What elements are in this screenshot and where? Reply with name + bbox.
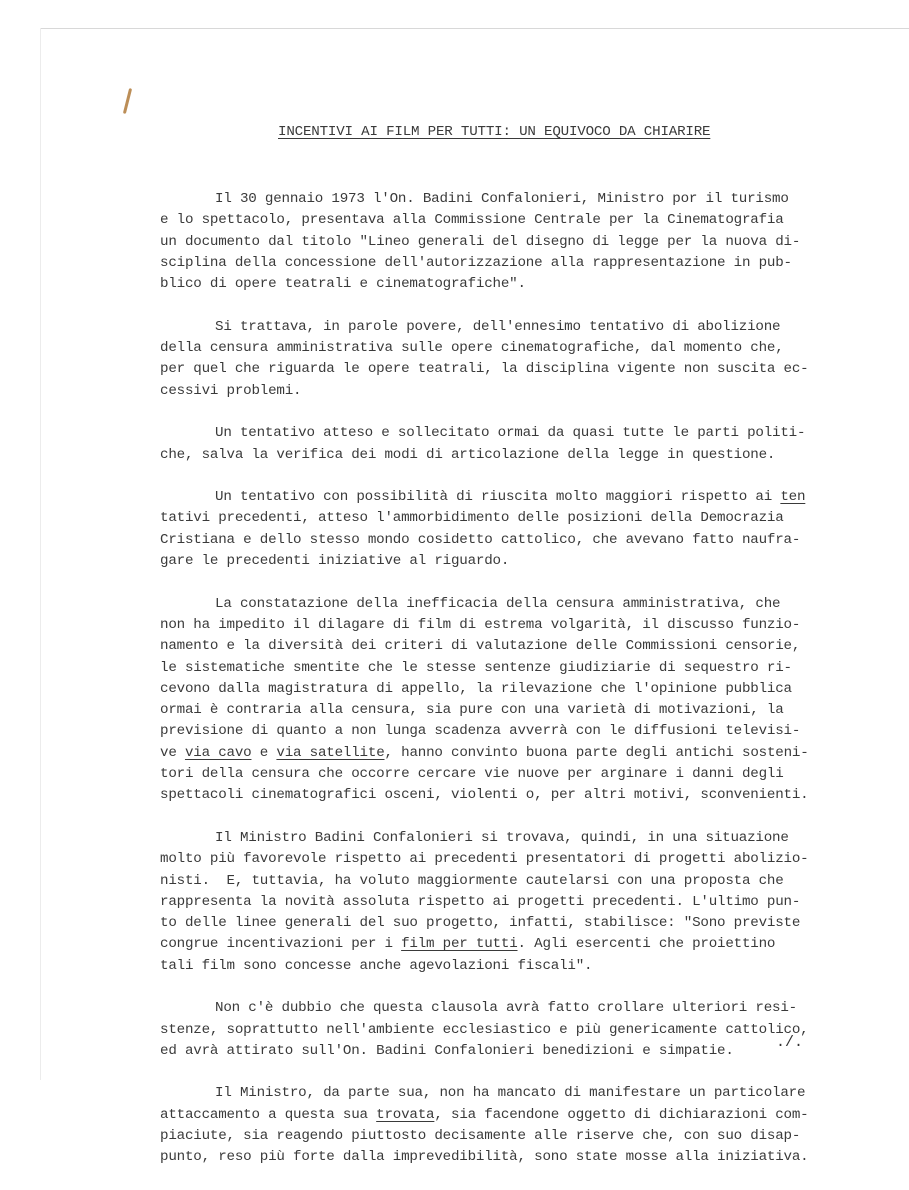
text-line bbox=[160, 508, 850, 529]
text-segment: ed avrà attirato sull'On. Badini Confalonieri benedizioni e simpatie. bbox=[160, 1042, 734, 1059]
text-line bbox=[160, 913, 850, 934]
underlined-text: trovata bbox=[376, 1106, 435, 1123]
page-edge-left bbox=[40, 28, 41, 1080]
text-segment: Il Ministro, da parte sua, non ha mancato di manifestare un particolare bbox=[215, 1085, 806, 1102]
text-segment: , hanno convinto buona parte degli antichi sosteni- bbox=[384, 744, 809, 761]
text-segment: congrue incentivazioni per i bbox=[160, 936, 402, 953]
text-segment: Un tentativo con possibilità di riuscita molto maggiori rispetto ai bbox=[215, 489, 781, 506]
paragraph bbox=[160, 594, 850, 807]
text-segment: Il Ministro Badini Confalonieri si trovava, quindi, in una situazione bbox=[215, 829, 789, 846]
underlined-text: ten bbox=[780, 489, 806, 506]
text-line bbox=[160, 487, 850, 508]
text-segment: punto, reso più forte dalla imprevedibilità, sono state mosse alla iniziativa. bbox=[160, 1149, 809, 1166]
text-line bbox=[160, 1041, 850, 1062]
text-line bbox=[160, 1083, 850, 1104]
text-segment: cevono dalla magistratura di appello, la rilevazione che l'opinione pubblica bbox=[160, 680, 792, 697]
text-segment: cessivi problemi. bbox=[160, 382, 302, 399]
text-line bbox=[160, 721, 850, 742]
text-line bbox=[160, 232, 850, 253]
text-line bbox=[160, 849, 850, 870]
text-segment: Si trattava, in parole povere, dell'ennesimo tentativo di abolizione bbox=[215, 318, 781, 335]
text-segment: e lo spettacolo, presentava alla Commissione Centrale per la Cinematografia bbox=[160, 212, 784, 229]
text-line bbox=[160, 743, 850, 764]
text-segment: che, salva la verifica dei modi di articolazione della legge in questione. bbox=[160, 446, 776, 463]
text-line bbox=[160, 210, 850, 231]
text-segment: tali film sono concesse anche agevolazioni fiscali". bbox=[160, 957, 593, 974]
text-segment: ve bbox=[160, 744, 185, 761]
text-line bbox=[160, 551, 850, 572]
page-edge bbox=[40, 28, 909, 29]
text-segment: della censura amministrativa sulle opere cinematografiche, dal momento che, bbox=[160, 340, 784, 357]
text-line bbox=[160, 1105, 850, 1126]
text-segment: per quel che riguarda le opere teatrali, la disciplina vigente non suscita ec- bbox=[160, 361, 809, 378]
text-line bbox=[160, 1147, 850, 1168]
text-line bbox=[160, 615, 850, 636]
text-segment: , sia facendone oggetto di dichiarazioni com- bbox=[434, 1106, 809, 1123]
text-line bbox=[160, 274, 850, 295]
text-line bbox=[160, 359, 850, 380]
text-segment: non ha impedito il dilagare di film di estrema volgarità, il discusso funzio- bbox=[160, 616, 801, 633]
text-line bbox=[160, 998, 850, 1019]
text-segment: stenze, soprattutto nell'ambiente ecclesiastico e più genericamente cattolico, bbox=[160, 1021, 809, 1038]
pencil-mark-icon bbox=[123, 88, 132, 114]
paragraph bbox=[160, 998, 850, 1062]
text-segment: le sistematiche smentite che le stesse sentenze giudiziarie di sequestro ri- bbox=[160, 659, 792, 676]
text-line bbox=[160, 1126, 850, 1147]
text-line bbox=[160, 594, 850, 615]
text-segment: sciplina della concessione dell'autorizzazione alla rappresentazione in pub- bbox=[160, 254, 792, 271]
text-line bbox=[160, 658, 850, 679]
text-line bbox=[160, 892, 850, 913]
text-line bbox=[160, 445, 850, 466]
text-segment: gare le precedenti iniziative al riguardo. bbox=[160, 553, 510, 570]
text-line bbox=[160, 828, 850, 849]
text-segment: e bbox=[251, 744, 277, 761]
document-body bbox=[160, 189, 850, 1190]
text-segment: blico di opere teatrali e cinematografiche". bbox=[160, 276, 526, 293]
text-line bbox=[160, 189, 850, 210]
text-line bbox=[160, 871, 850, 892]
text-line bbox=[160, 423, 850, 444]
text-segment: molto più favorevole rispetto ai precedenti presentatori di progetti abolizio- bbox=[160, 851, 809, 868]
text-segment: Il 30 gennaio 1973 l'On. Badini Confalonieri, Ministro por il turismo bbox=[215, 191, 789, 207]
paragraph bbox=[160, 189, 850, 295]
text-line bbox=[160, 764, 850, 785]
text-line bbox=[160, 530, 850, 551]
text-segment: rappresenta la novità assoluta rispetto ai progetti precedenti. L'ultimo pun- bbox=[160, 893, 801, 910]
text-line bbox=[160, 253, 850, 274]
text-segment: La constatazione della inefficacia della censura amministrativa, che bbox=[215, 595, 781, 612]
text-segment: tori della censura che occorre cercare vie nuove per arginare i danni degli bbox=[160, 766, 784, 783]
text-segment: spettacoli cinematografici osceni, violenti o, per altri motivi, sconvenienti. bbox=[160, 787, 809, 804]
text-line bbox=[160, 1020, 850, 1041]
text-segment: previsione di quanto a non lunga scadenza avverrà con le diffusioni televisi- bbox=[160, 723, 801, 740]
text-segment: ormai è contraria alla censura, sia pure con una varietà di motivazioni, la bbox=[160, 702, 784, 719]
text-segment: to delle linee generali del suo progetto, infatti, stabilisce: "Sono previste bbox=[160, 915, 801, 932]
text-segment: piaciute, sia reagendo piuttosto decisamente alle riserve che, con suo disap- bbox=[160, 1128, 801, 1145]
underlined-text: film per tutti bbox=[401, 936, 518, 953]
text-line bbox=[160, 381, 850, 402]
paragraph bbox=[160, 1083, 850, 1168]
text-segment: attaccamento a questa sua bbox=[160, 1106, 377, 1123]
underlined-text: via cavo bbox=[184, 744, 252, 761]
paragraph bbox=[160, 828, 850, 977]
text-segment: un documento dal titolo "Lineo generali del disegno di legge per la nuova di- bbox=[160, 233, 801, 250]
text-segment: Un tentativo atteso e sollecitato ormai da quasi tutte le parti politi- bbox=[215, 425, 806, 442]
text-segment: Non c'è dubbio che questa clausola avrà fatto crollare ulteriori resi- bbox=[215, 1000, 797, 1017]
text-segment: namento e la diversità dei criteri di valutazione delle Commissioni censorie, bbox=[160, 638, 801, 655]
document-title: INCENTIVI AI FILM PER TUTTI: UN EQUIVOCO DA CHIARIRE bbox=[278, 124, 711, 140]
text-segment: tativi precedenti, atteso l'ammorbidimento delle posizioni della Democrazia bbox=[160, 510, 784, 527]
text-line bbox=[160, 934, 850, 955]
text-line bbox=[160, 785, 850, 806]
paragraph bbox=[160, 317, 850, 402]
text-segment: Cristiana e dello stesso mondo cosidetto cattolico, che avevano fatto naufra- bbox=[160, 531, 801, 548]
text-line bbox=[160, 700, 850, 721]
continuation-mark: ./. bbox=[776, 1034, 804, 1051]
underlined-text: via satellite bbox=[276, 744, 385, 761]
text-line bbox=[160, 956, 850, 977]
text-line bbox=[160, 679, 850, 700]
text-line bbox=[160, 317, 850, 338]
text-line bbox=[160, 636, 850, 657]
text-line bbox=[160, 338, 850, 359]
text-segment: . Agli esercenti che proiettino bbox=[517, 936, 776, 953]
paragraph bbox=[160, 487, 850, 572]
paragraph bbox=[160, 423, 850, 466]
text-segment: nisti. E, tuttavia, ha voluto maggiormente cautelarsi con una proposta che bbox=[160, 872, 784, 889]
